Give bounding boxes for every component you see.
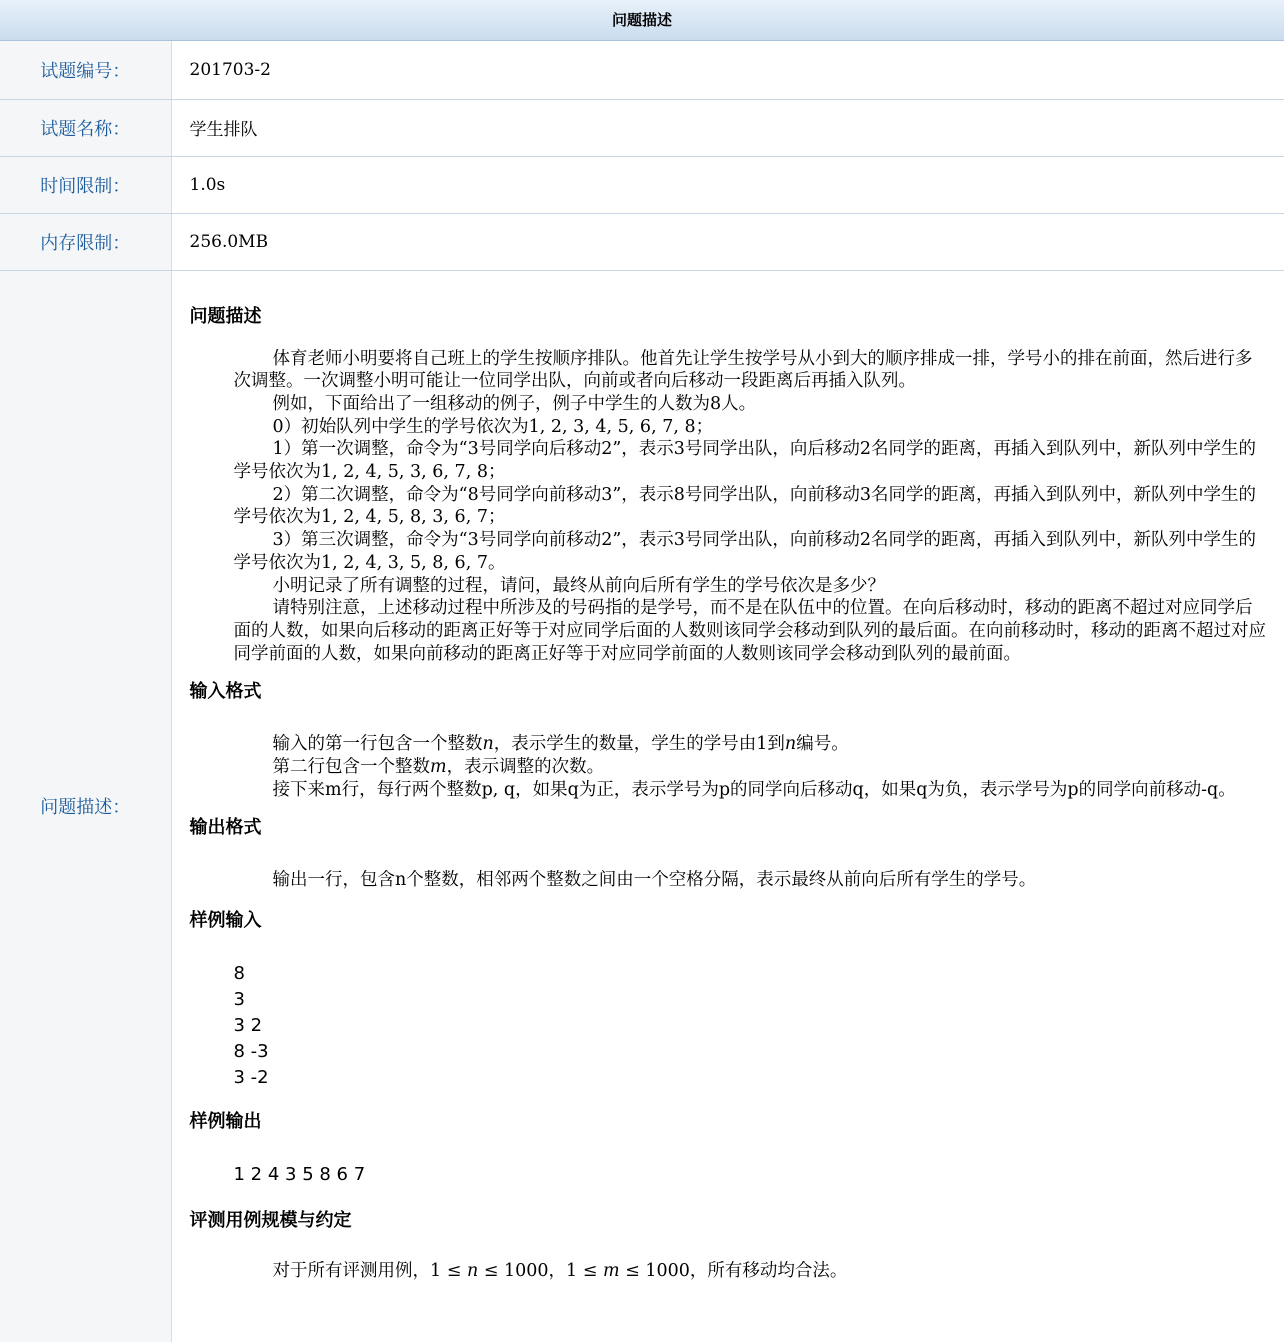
info-row-memory: [0, 213, 1284, 270]
output-format-text: [234, 869, 1269, 892]
text-span: 对于所有评测用例，1 ≤: [272, 1261, 467, 1282]
text-span: ，表示调整的次数。: [446, 757, 605, 778]
var-n: n: [466, 1261, 479, 1282]
sample-output-heading: 样例输出: [189, 1111, 262, 1133]
info-row-description: [0, 270, 1284, 1342]
input-format-text: [234, 733, 1269, 801]
text-span: ≤ 1000，所有移动均合法。: [619, 1261, 848, 1282]
var-m: m: [602, 1261, 620, 1282]
problem-paragraph: 0）初始队列中学生的学号依次为1, 2, 3, 4, 5, 6, 7, 8；: [272, 416, 714, 437]
problem-paragraph: 请特别注意，上述移动过程中所涉及的号码指的是学号，而不是在队伍中的位置。在向后移动时，移动的距离不超过对应同学后面的人数，如果向后移动的距离正好等于对应同学后面的人数则该同学会移动到队列的最后面。在向前移动时，移动的距离不超过对应同学前面的人数，如果向前移动的距离正好等于对应同学前面的人数则该同学会移动到队列的最前面。: [233, 598, 1266, 664]
info-row-time: [0, 156, 1284, 213]
text-span: 输入的第一行包含一个整数: [272, 734, 483, 755]
problem-paragraph: 体育老师小明要将自己班上的学生按顺序排队。他首先让学生按学号从小到大的顺序排成一排，学号小的排在前面，然后进行多次调整。一次调整小明可能让一位同学出队，向前或者向后移动一段距离后再插入队列。: [233, 348, 1253, 392]
text-span: 编号。: [796, 734, 849, 755]
info-row-name: [0, 99, 1284, 156]
memory-limit-value: 256.0MB: [171, 213, 1284, 270]
problem-paragraph: 小明记录了所有调整的过程，请问，最终从前向后所有学生的学号依次是多少？: [272, 575, 885, 596]
output-line: 输出一行，包含n个整数，相邻两个整数之间由一个空格分隔，表示最终从前向后所有学生的学号。: [272, 870, 1037, 891]
input-line-3: 接下来m行，每行两个整数p, q，如果q为正，表示学号为p的同学向后移动q，如果q为负，表示学号为p的同学向前移动-q。: [272, 779, 1236, 800]
sample-input-heading: 样例输入: [189, 910, 262, 932]
time-limit-label: 时间限制：: [0, 156, 171, 213]
var-n: n: [784, 734, 797, 755]
constraints-line: [234, 1260, 1269, 1283]
problem-heading: 问题描述: [189, 305, 262, 327]
problem-info-table: [0, 41, 1284, 1342]
output-format-heading: 输出格式: [189, 817, 262, 839]
description-label: 问题描述：: [0, 270, 171, 1342]
text-span: ，表示学生的数量，学生的学号由1到: [493, 734, 785, 755]
var-n: n: [482, 734, 494, 755]
problem-id-value: 201703-2: [171, 41, 1284, 99]
memory-limit-label: 内存限制：: [0, 213, 171, 270]
problem-paragraph: 3）第三次调整，命令为“3号同学向前移动2”，表示3号同学出队，向前移动2名同学的距离，再插入到队列中，新队列中学生的学号依次为1, 2, 4, 3, 5, 8, 6, 7。: [233, 530, 1257, 573]
problem-id-label: 试题编号：: [0, 41, 171, 99]
time-limit-value: 1.0s: [171, 156, 1284, 213]
text-span: 第二行包含一个整数: [272, 757, 430, 778]
problem-name-value: 学生排队: [171, 99, 1284, 156]
input-format-heading: 输入格式: [189, 681, 262, 703]
sample-output-block: 1 2 4 3 5 8 6 7: [233, 1164, 366, 1186]
constraints-heading: 评测用例规模与约定: [189, 1210, 352, 1232]
problem-paragraph: 例如，下面给出了一组移动的例子，例子中学生的人数为8人。: [272, 393, 757, 414]
problem-paragraph: 2）第二次调整，命令为“8号同学向前移动3”，表示8号同学出队，向前移动3名同学的距离，再插入到队列中，新队列中学生的学号依次为1, 2, 4, 5, 8, 3, 6, 7；: [233, 484, 1257, 528]
input-line-1: [234, 733, 1269, 756]
problem-paragraph: 1）第一次调整，命令为“3号同学向后移动2”，表示3号同学出队，向后移动2名同学的距离，再插入到队列中，新队列中学生的学号依次为1, 2, 4, 5, 3, 6, 7, 8；: [233, 439, 1257, 483]
problem-name-label: 试题名称：: [0, 99, 171, 156]
constraints-text: [234, 1260, 1269, 1283]
problem-paragraphs: [234, 348, 1269, 666]
info-row-id: [0, 41, 1284, 99]
sample-input-block: 8 3 3 2 8 -3 3 -2: [233, 963, 269, 1089]
page-title: 问题描述: [0, 0, 1284, 41]
input-line-2: [234, 756, 1269, 779]
text-span: ≤ 1000，1 ≤: [478, 1261, 603, 1282]
var-m: m: [430, 757, 447, 778]
description-content: [171, 270, 1284, 1342]
